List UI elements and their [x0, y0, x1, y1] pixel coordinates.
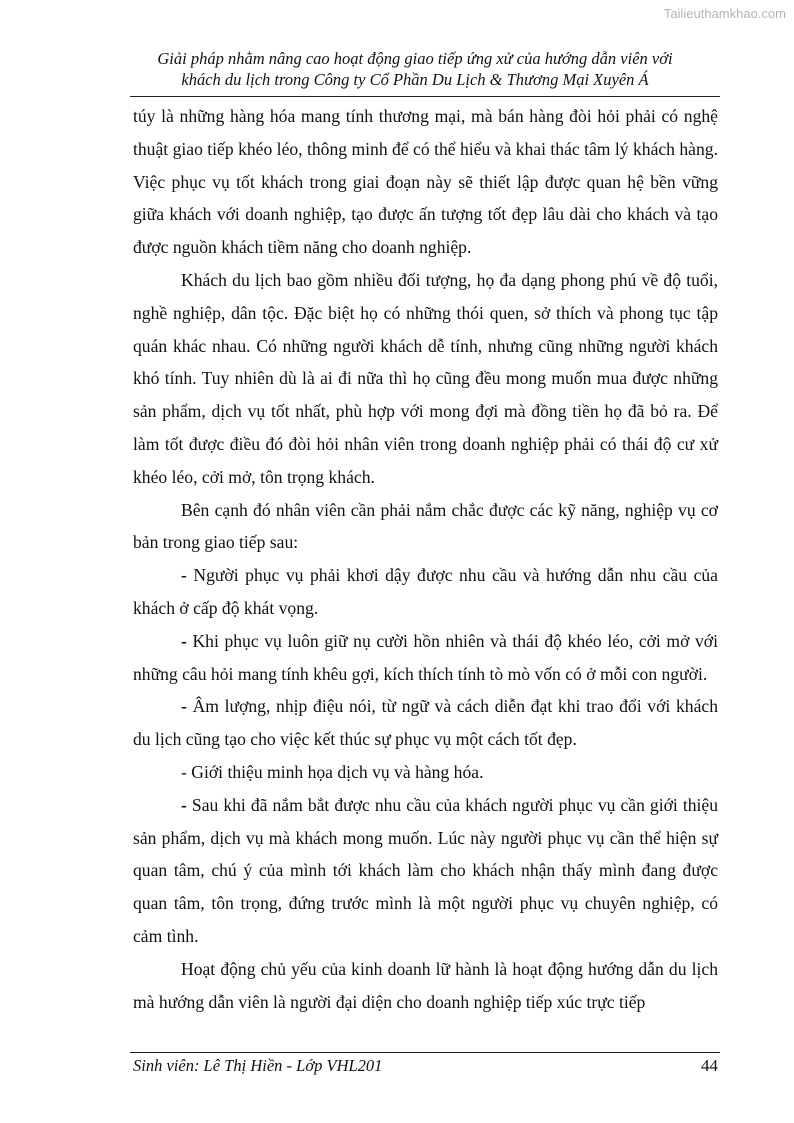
bullet-2-text: Khi phục vụ luôn giữ nụ cười hồn nhiên và thái độ khéo léo, cởi mở với những câu hỏi mang tính khêu gợi, kích thích tính tò mò vốn có ở mỗi con người. [133, 630, 718, 684]
bullet-5-text: Sau khi đã nắm bắt được nhu cầu của khách người phục vụ cần giới thiệu sản phẩm, dịch vụ mà khách mong muốn. Lúc này người phục vụ cần thể hiện sự quan tâm, chú ý của mình tới khách làm cho khách nhận thấy mình đang được quan tâm, tôn trọng, đứng trước mình là một người phục vụ chuyên nghiệp, có cảm tình. [133, 794, 718, 946]
page-number: 44 [701, 1056, 718, 1075]
footer-divider [130, 1052, 720, 1053]
footer-student: Sinh viên: Lê Thị Hiền - Lớp VHL201 [133, 1056, 383, 1075]
paragraph-1: túy là những hàng hóa mang tính thương mại, mà bán hàng đòi hỏi phải có nghệ thuật giao tiếp khéo léo, thông minh để có thể hiểu và khai thác tâm lý khách hàng. Việc phục vụ tốt khách trong giai đoạn này sẽ thiết lập được quan hệ bền vững giữa khách với doanh nghiệp, tạo được ấn tượng tốt đẹp lâu dài cho khách và tạo được nguồn khách tiềm năng cho doanh nghiệp. [133, 106, 718, 258]
header-divider [130, 96, 720, 97]
bullet-3-text: Âm lượng, nhịp điệu nói, từ ngữ và cách diễn đạt khi trao đổi với khách du lịch cũng tạo cho việc kết thúc sự phục vụ một cách tốt đẹp. [133, 696, 718, 750]
bullet-1-dash: - [181, 565, 194, 586]
bullet-5 [133, 789, 718, 953]
bullet-1 [133, 559, 718, 625]
bullet-3-dash: - [181, 696, 193, 717]
running-header [110, 48, 720, 90]
bullet-1-text: Người phục vụ phải khơi dậy được nhu cầu và hướng dẫn nhu cầu của khách ở cấp độ khát vọng. [133, 565, 718, 618]
bullet-3 [133, 690, 718, 756]
bullet-2 [133, 625, 718, 691]
bullet-2-dash: - [181, 630, 193, 651]
paragraph-2: Khách du lịch bao gồm nhiều đối tượng, họ đa dạng phong phú về độ tuổi, nghề nghiệp, dân tộc. Đặc biệt họ có những thói quen, sở thích và phong tục tập quán khác nhau. Có những người khách dễ tính, nhưng cũng những người khách khó tính. Tuy nhiên dù là ai đi nữa thì họ cũng đều mong muốn mua được những sản phẩm, dịch vụ tốt nhất, phù hợp với mong đợi mà đồng tiền họ đã bỏ ra. Để làm tốt được điều đó đòi hỏi nhân viên trong doanh nghiệp phải có thái độ cư xử khéo léo, cởi mở, tôn trọng khách. [133, 269, 718, 487]
bullet-5-dash: - [181, 794, 192, 815]
paragraph-4: Hoạt động chủ yếu của kinh doanh lữ hành là hoạt động hướng dẫn du lịch mà hướng dẫn viên là người đại diện cho doanh nghiệp tiếp xúc trực tiếp [133, 958, 718, 1012]
header-line-2: khách du lịch trong Công ty Cổ Phần Du Lịch & Thương Mại Xuyên Á [181, 70, 649, 89]
header-line-1: Giải pháp nhằm nâng cao hoạt động giao tiếp ứng xử của hướng dẫn viên với [157, 49, 673, 68]
bullet-4: - Giới thiệu minh họa dịch vụ và hàng hóa. [181, 761, 484, 782]
watermark: Tailieuthamkhao.com [663, 6, 786, 21]
page-footer [133, 1055, 718, 1077]
paragraph-3: Bên cạnh đó nhân viên cần phải nắm chắc được các kỹ năng, nghiệp vụ cơ bản trong giao tiếp sau: [133, 499, 718, 553]
document-body [133, 100, 718, 1018]
